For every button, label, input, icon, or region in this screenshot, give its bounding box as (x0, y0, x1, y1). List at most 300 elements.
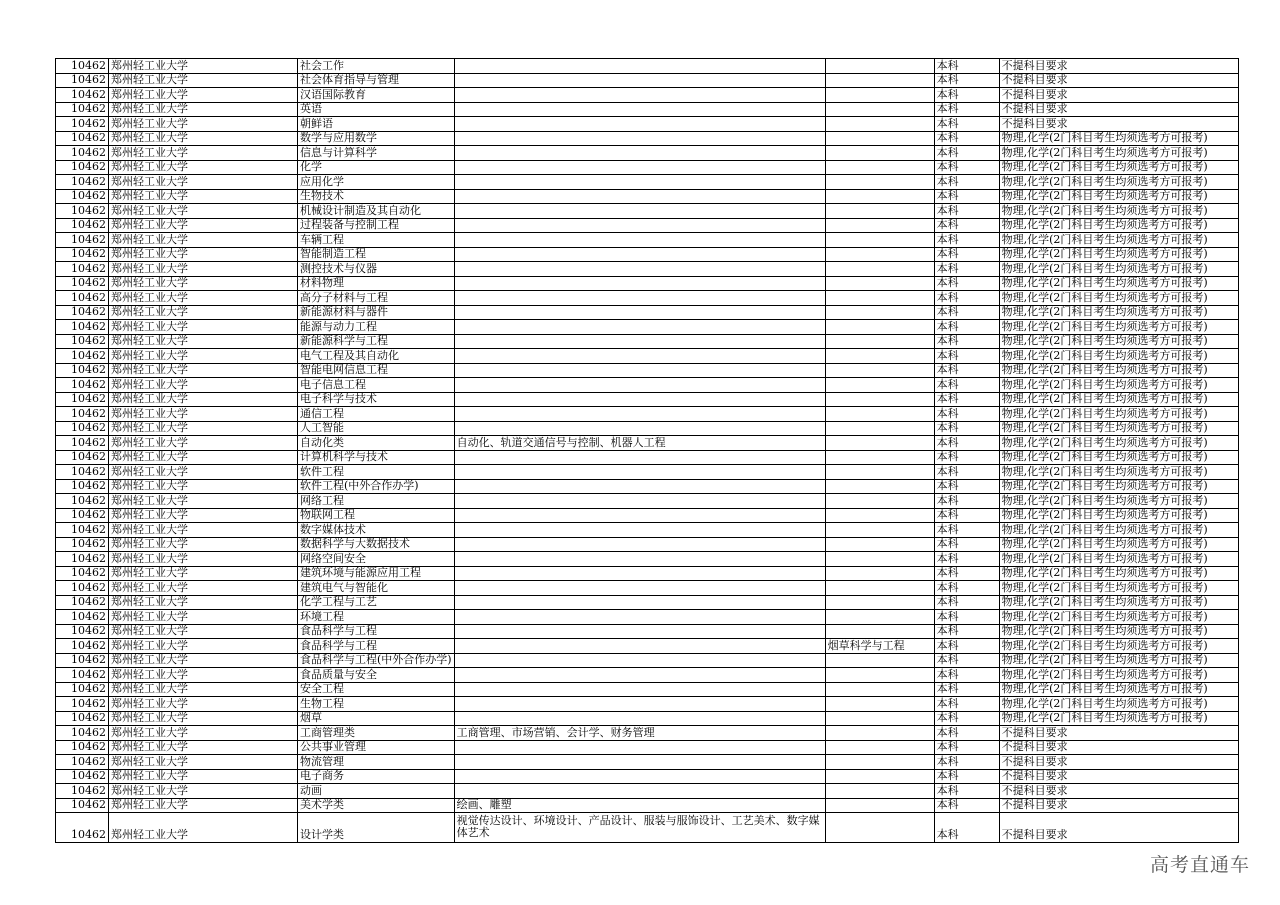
level-cell: 本科 (934, 682, 999, 697)
school-code-cell: 10462 (56, 189, 109, 204)
subject-requirement-cell: 物理,化学(2门科目考生均须选考方可报考) (999, 436, 1238, 451)
level-cell: 本科 (934, 175, 999, 190)
school-name-cell: 郑州轻工业大学 (109, 566, 298, 581)
table-row (56, 711, 1239, 726)
school-code-cell: 10462 (56, 624, 109, 639)
subject-requirement-cell: 不提科目要求 (999, 813, 1238, 843)
subject-requirement-cell: 物理,化学(2门科目考生均须选考方可报考) (999, 378, 1238, 393)
major-name-cell: 英语 (298, 102, 455, 117)
school-name-cell: 郑州轻工业大学 (109, 407, 298, 422)
subject-requirement-cell: 物理,化学(2门科目考生均须选考方可报考) (999, 349, 1238, 364)
school-name-cell: 郑州轻工业大学 (109, 755, 298, 770)
major-name-cell: 美术学类 (298, 798, 455, 813)
school-name-cell: 郑州轻工业大学 (109, 146, 298, 161)
school-code-cell: 10462 (56, 450, 109, 465)
major-name-cell: 信息与计算科学 (298, 146, 455, 161)
school-name-cell: 郑州轻工业大学 (109, 363, 298, 378)
included-majors-cell (454, 624, 825, 639)
subject-requirement-cell: 物理,化学(2门科目考生均须选考方可报考) (999, 131, 1238, 146)
direction-cell (825, 581, 934, 596)
school-name-cell: 郑州轻工业大学 (109, 334, 298, 349)
school-code-cell: 10462 (56, 175, 109, 190)
table-row (56, 363, 1239, 378)
included-majors-cell (454, 595, 825, 610)
table-row (56, 566, 1239, 581)
subject-requirement-cell: 物理,化学(2门科目考生均须选考方可报考) (999, 711, 1238, 726)
school-name-cell: 郑州轻工业大学 (109, 175, 298, 190)
major-name-cell: 测控技术与仪器 (298, 262, 455, 277)
included-majors-cell: 绘画、雕塑 (454, 798, 825, 813)
school-code-cell: 10462 (56, 349, 109, 364)
direction-cell (825, 363, 934, 378)
subject-requirement-cell: 物理,化学(2门科目考生均须选考方可报考) (999, 581, 1238, 596)
subject-requirement-cell: 物理,化学(2门科目考生均须选考方可报考) (999, 523, 1238, 538)
level-cell: 本科 (934, 146, 999, 161)
major-name-cell: 设计学类 (298, 813, 455, 843)
subject-requirement-cell: 物理,化学(2门科目考生均须选考方可报考) (999, 508, 1238, 523)
table-row (56, 320, 1239, 335)
subject-requirement-cell: 物理,化学(2门科目考生均须选考方可报考) (999, 653, 1238, 668)
table-row (56, 595, 1239, 610)
major-name-cell: 建筑电气与智能化 (298, 581, 455, 596)
direction-cell (825, 624, 934, 639)
subject-requirement-cell: 不提科目要求 (999, 740, 1238, 755)
subject-requirement-cell: 物理,化学(2门科目考生均须选考方可报考) (999, 305, 1238, 320)
majors-table (55, 58, 1239, 843)
table-row (56, 189, 1239, 204)
included-majors-cell (454, 407, 825, 422)
school-name-cell: 郑州轻工业大学 (109, 595, 298, 610)
school-code-cell: 10462 (56, 595, 109, 610)
school-name-cell: 郑州轻工业大学 (109, 682, 298, 697)
major-name-cell: 物流管理 (298, 755, 455, 770)
school-name-cell: 郑州轻工业大学 (109, 291, 298, 306)
table-row (56, 465, 1239, 480)
included-majors-cell (454, 102, 825, 117)
school-name-cell: 郑州轻工业大学 (109, 552, 298, 567)
subject-requirement-cell: 物理,化学(2门科目考生均须选考方可报考) (999, 479, 1238, 494)
major-name-cell: 烟草 (298, 711, 455, 726)
subject-requirement-cell: 物理,化学(2门科目考生均须选考方可报考) (999, 363, 1238, 378)
table-row (56, 479, 1239, 494)
included-majors-cell (454, 363, 825, 378)
table-row (56, 813, 1239, 843)
subject-requirement-cell: 物理,化学(2门科目考生均须选考方可报考) (999, 407, 1238, 422)
level-cell: 本科 (934, 407, 999, 422)
table-row (56, 639, 1239, 654)
level-cell: 本科 (934, 436, 999, 451)
school-name-cell: 郑州轻工业大学 (109, 73, 298, 88)
major-name-cell: 高分子材料与工程 (298, 291, 455, 306)
major-name-cell: 材料物理 (298, 276, 455, 291)
major-name-cell: 朝鲜语 (298, 117, 455, 132)
table-row (56, 334, 1239, 349)
subject-requirement-cell: 物理,化学(2门科目考生均须选考方可报考) (999, 537, 1238, 552)
included-majors-cell (454, 262, 825, 277)
level-cell: 本科 (934, 349, 999, 364)
major-name-cell: 动画 (298, 784, 455, 799)
school-code-cell: 10462 (56, 668, 109, 683)
included-majors-cell: 自动化、轨道交通信号与控制、机器人工程 (454, 436, 825, 451)
major-name-cell: 食品科学与工程 (298, 624, 455, 639)
table-row (56, 233, 1239, 248)
level-cell: 本科 (934, 726, 999, 741)
major-name-cell: 食品科学与工程(中外合作办学) (298, 653, 455, 668)
level-cell: 本科 (934, 247, 999, 262)
school-code-cell: 10462 (56, 610, 109, 625)
school-name-cell: 郑州轻工业大学 (109, 813, 298, 843)
school-code-cell: 10462 (56, 421, 109, 436)
table-row (56, 378, 1239, 393)
subject-requirement-cell: 物理,化学(2门科目考生均须选考方可报考) (999, 392, 1238, 407)
direction-cell (825, 784, 934, 799)
school-code-cell: 10462 (56, 639, 109, 654)
included-majors-cell (454, 146, 825, 161)
major-name-cell: 环境工程 (298, 610, 455, 625)
school-code-cell: 10462 (56, 755, 109, 770)
table-row (56, 450, 1239, 465)
school-name-cell: 郑州轻工业大学 (109, 639, 298, 654)
major-name-cell: 人工智能 (298, 421, 455, 436)
table-row (56, 726, 1239, 741)
level-cell: 本科 (934, 610, 999, 625)
level-cell: 本科 (934, 798, 999, 813)
table-row (56, 131, 1239, 146)
direction-cell (825, 73, 934, 88)
included-majors-cell (454, 508, 825, 523)
direction-cell (825, 697, 934, 712)
included-majors-cell (454, 189, 825, 204)
major-name-cell: 自动化类 (298, 436, 455, 451)
included-majors-cell (454, 784, 825, 799)
direction-cell (825, 508, 934, 523)
school-name-cell: 郑州轻工业大学 (109, 117, 298, 132)
table-row (56, 581, 1239, 596)
table-row (56, 218, 1239, 233)
direction-cell (825, 755, 934, 770)
direction-cell (825, 450, 934, 465)
school-name-cell: 郑州轻工业大学 (109, 697, 298, 712)
direction-cell (825, 262, 934, 277)
school-code-cell: 10462 (56, 653, 109, 668)
included-majors-cell (454, 494, 825, 509)
school-code-cell: 10462 (56, 682, 109, 697)
school-code-cell: 10462 (56, 73, 109, 88)
school-name-cell: 郑州轻工业大学 (109, 421, 298, 436)
level-cell: 本科 (934, 204, 999, 219)
included-majors-cell (454, 334, 825, 349)
school-name-cell: 郑州轻工业大学 (109, 204, 298, 219)
included-majors-cell (454, 88, 825, 103)
included-majors-cell (454, 581, 825, 596)
school-name-cell: 郑州轻工业大学 (109, 450, 298, 465)
school-code-cell: 10462 (56, 204, 109, 219)
school-code-cell: 10462 (56, 726, 109, 741)
major-name-cell: 车辆工程 (298, 233, 455, 248)
included-majors-cell (454, 566, 825, 581)
subject-requirement-cell: 不提科目要求 (999, 755, 1238, 770)
school-name-cell: 郑州轻工业大学 (109, 508, 298, 523)
included-majors-cell (454, 653, 825, 668)
major-name-cell: 过程装备与控制工程 (298, 218, 455, 233)
table-row (56, 291, 1239, 306)
level-cell: 本科 (934, 160, 999, 175)
direction-cell (825, 276, 934, 291)
direction-cell (825, 305, 934, 320)
direction-cell (825, 682, 934, 697)
major-name-cell: 机械设计制造及其自动化 (298, 204, 455, 219)
subject-requirement-cell: 物理,化学(2门科目考生均须选考方可报考) (999, 233, 1238, 248)
subject-requirement-cell: 物理,化学(2门科目考生均须选考方可报考) (999, 247, 1238, 262)
included-majors-cell (454, 218, 825, 233)
major-name-cell: 安全工程 (298, 682, 455, 697)
school-code-cell: 10462 (56, 697, 109, 712)
direction-cell (825, 392, 934, 407)
table-row (56, 247, 1239, 262)
level-cell: 本科 (934, 697, 999, 712)
direction-cell (825, 552, 934, 567)
included-majors-cell: 视觉传达设计、环境设计、产品设计、服装与服饰设计、工艺美术、数字媒体艺术 (454, 813, 825, 843)
school-name-cell: 郑州轻工业大学 (109, 523, 298, 538)
major-name-cell: 计算机科学与技术 (298, 450, 455, 465)
included-majors-cell (454, 552, 825, 567)
table-row (56, 88, 1239, 103)
table-row (56, 697, 1239, 712)
included-majors-cell (454, 610, 825, 625)
major-name-cell: 数字媒体技术 (298, 523, 455, 538)
major-name-cell: 食品质量与安全 (298, 668, 455, 683)
major-name-cell: 建筑环境与能源应用工程 (298, 566, 455, 581)
table-row (56, 349, 1239, 364)
level-cell: 本科 (934, 363, 999, 378)
table-row (56, 117, 1239, 132)
included-majors-cell (454, 247, 825, 262)
level-cell: 本科 (934, 465, 999, 480)
direction-cell (825, 218, 934, 233)
school-name-cell: 郑州轻工业大学 (109, 726, 298, 741)
school-code-cell: 10462 (56, 262, 109, 277)
school-name-cell: 郑州轻工业大学 (109, 711, 298, 726)
level-cell: 本科 (934, 320, 999, 335)
school-name-cell: 郑州轻工业大学 (109, 160, 298, 175)
subject-requirement-cell: 物理,化学(2门科目考生均须选考方可报考) (999, 421, 1238, 436)
major-name-cell: 新能源材料与器件 (298, 305, 455, 320)
level-cell: 本科 (934, 291, 999, 306)
school-code-cell: 10462 (56, 523, 109, 538)
subject-requirement-cell: 物理,化学(2门科目考生均须选考方可报考) (999, 334, 1238, 349)
school-code-cell: 10462 (56, 407, 109, 422)
school-name-cell: 郑州轻工业大学 (109, 769, 298, 784)
included-majors-cell (454, 711, 825, 726)
school-code-cell: 10462 (56, 320, 109, 335)
school-name-cell: 郑州轻工业大学 (109, 378, 298, 393)
major-name-cell: 电子信息工程 (298, 378, 455, 393)
subject-requirement-cell: 物理,化学(2门科目考生均须选考方可报考) (999, 697, 1238, 712)
school-code-cell: 10462 (56, 552, 109, 567)
table-row (56, 769, 1239, 784)
direction-cell (825, 175, 934, 190)
school-code-cell: 10462 (56, 436, 109, 451)
subject-requirement-cell: 不提科目要求 (999, 59, 1238, 74)
level-cell: 本科 (934, 624, 999, 639)
level-cell: 本科 (934, 131, 999, 146)
table-row (56, 59, 1239, 74)
subject-requirement-cell: 物理,化学(2门科目考生均须选考方可报考) (999, 465, 1238, 480)
major-name-cell: 新能源科学与工程 (298, 334, 455, 349)
level-cell: 本科 (934, 769, 999, 784)
included-majors-cell (454, 682, 825, 697)
subject-requirement-cell: 物理,化学(2门科目考生均须选考方可报考) (999, 262, 1238, 277)
subject-requirement-cell: 物理,化学(2门科目考生均须选考方可报考) (999, 610, 1238, 625)
school-code-cell: 10462 (56, 146, 109, 161)
table-row (56, 610, 1239, 625)
school-code-cell: 10462 (56, 378, 109, 393)
school-code-cell: 10462 (56, 247, 109, 262)
direction-cell (825, 479, 934, 494)
subject-requirement-cell: 不提科目要求 (999, 798, 1238, 813)
level-cell: 本科 (934, 508, 999, 523)
included-majors-cell (454, 291, 825, 306)
subject-requirement-cell: 物理,化学(2门科目考生均须选考方可报考) (999, 595, 1238, 610)
table-row (56, 740, 1239, 755)
direction-cell (825, 189, 934, 204)
included-majors-cell (454, 204, 825, 219)
included-majors-cell (454, 131, 825, 146)
level-cell: 本科 (934, 262, 999, 277)
included-majors-cell: 工商管理、市场营销、会计学、财务管理 (454, 726, 825, 741)
included-majors-cell (454, 349, 825, 364)
level-cell: 本科 (934, 668, 999, 683)
level-cell: 本科 (934, 189, 999, 204)
major-name-cell: 化学工程与工艺 (298, 595, 455, 610)
school-code-cell: 10462 (56, 363, 109, 378)
major-name-cell: 数据科学与大数据技术 (298, 537, 455, 552)
included-majors-cell (454, 450, 825, 465)
school-name-cell: 郑州轻工业大学 (109, 218, 298, 233)
table-row (56, 392, 1239, 407)
level-cell: 本科 (934, 639, 999, 654)
school-code-cell: 10462 (56, 784, 109, 799)
table-row (56, 421, 1239, 436)
direction-cell (825, 523, 934, 538)
subject-requirement-cell: 物理,化学(2门科目考生均须选考方可报考) (999, 624, 1238, 639)
table-row (56, 175, 1239, 190)
school-name-cell: 郑州轻工业大学 (109, 349, 298, 364)
table-row (56, 755, 1239, 770)
subject-requirement-cell: 物理,化学(2门科目考生均须选考方可报考) (999, 291, 1238, 306)
major-name-cell: 化学 (298, 160, 455, 175)
school-code-cell: 10462 (56, 479, 109, 494)
direction-cell (825, 465, 934, 480)
major-name-cell: 应用化学 (298, 175, 455, 190)
included-majors-cell (454, 465, 825, 480)
subject-requirement-cell: 物理,化学(2门科目考生均须选考方可报考) (999, 204, 1238, 219)
table-row (56, 784, 1239, 799)
level-cell: 本科 (934, 421, 999, 436)
major-name-cell: 物联网工程 (298, 508, 455, 523)
included-majors-cell (454, 392, 825, 407)
table-row (56, 668, 1239, 683)
included-majors-cell (454, 537, 825, 552)
direction-cell (825, 233, 934, 248)
included-majors-cell (454, 378, 825, 393)
major-name-cell: 生物工程 (298, 697, 455, 712)
direction-cell (825, 726, 934, 741)
table-row (56, 102, 1239, 117)
school-name-cell: 郑州轻工业大学 (109, 653, 298, 668)
level-cell: 本科 (934, 523, 999, 538)
school-code-cell: 10462 (56, 711, 109, 726)
major-name-cell: 社会工作 (298, 59, 455, 74)
subject-requirement-cell: 物理,化学(2门科目考生均须选考方可报考) (999, 189, 1238, 204)
subject-requirement-cell: 不提科目要求 (999, 726, 1238, 741)
level-cell: 本科 (934, 653, 999, 668)
school-name-cell: 郑州轻工业大学 (109, 131, 298, 146)
school-code-cell: 10462 (56, 740, 109, 755)
major-name-cell: 食品科学与工程 (298, 639, 455, 654)
table-row (56, 552, 1239, 567)
level-cell: 本科 (934, 740, 999, 755)
included-majors-cell (454, 523, 825, 538)
direction-cell (825, 421, 934, 436)
school-code-cell: 10462 (56, 160, 109, 175)
school-code-cell: 10462 (56, 465, 109, 480)
majors-table-body (56, 59, 1239, 843)
school-code-cell: 10462 (56, 566, 109, 581)
subject-requirement-cell: 物理,化学(2门科目考生均须选考方可报考) (999, 160, 1238, 175)
level-cell: 本科 (934, 59, 999, 74)
direction-cell (825, 204, 934, 219)
subject-requirement-cell: 物理,化学(2门科目考生均须选考方可报考) (999, 566, 1238, 581)
level-cell: 本科 (934, 88, 999, 103)
school-code-cell: 10462 (56, 334, 109, 349)
included-majors-cell (454, 668, 825, 683)
subject-requirement-cell: 物理,化学(2门科目考生均须选考方可报考) (999, 668, 1238, 683)
subject-requirement-cell: 不提科目要求 (999, 88, 1238, 103)
level-cell: 本科 (934, 392, 999, 407)
level-cell: 本科 (934, 552, 999, 567)
included-majors-cell (454, 479, 825, 494)
level-cell: 本科 (934, 494, 999, 509)
major-name-cell: 网络工程 (298, 494, 455, 509)
direction-cell (825, 813, 934, 843)
subject-requirement-cell: 物理,化学(2门科目考生均须选考方可报考) (999, 450, 1238, 465)
subject-requirement-cell: 物理,化学(2门科目考生均须选考方可报考) (999, 320, 1238, 335)
watermark-logo: 高考直通车 (1149, 854, 1250, 876)
major-name-cell: 能源与动力工程 (298, 320, 455, 335)
included-majors-cell (454, 276, 825, 291)
direction-cell (825, 291, 934, 306)
school-code-cell: 10462 (56, 102, 109, 117)
table-row (56, 262, 1239, 277)
direction-cell (825, 59, 934, 74)
direction-cell (825, 668, 934, 683)
direction-cell (825, 117, 934, 132)
table-row (56, 798, 1239, 813)
included-majors-cell (454, 639, 825, 654)
level-cell: 本科 (934, 102, 999, 117)
included-majors-cell (454, 697, 825, 712)
school-code-cell: 10462 (56, 769, 109, 784)
school-name-cell: 郑州轻工业大学 (109, 740, 298, 755)
school-name-cell: 郑州轻工业大学 (109, 494, 298, 509)
level-cell: 本科 (934, 233, 999, 248)
table-row (56, 494, 1239, 509)
subject-requirement-cell: 不提科目要求 (999, 73, 1238, 88)
direction-cell (825, 436, 934, 451)
included-majors-cell (454, 740, 825, 755)
level-cell: 本科 (934, 334, 999, 349)
